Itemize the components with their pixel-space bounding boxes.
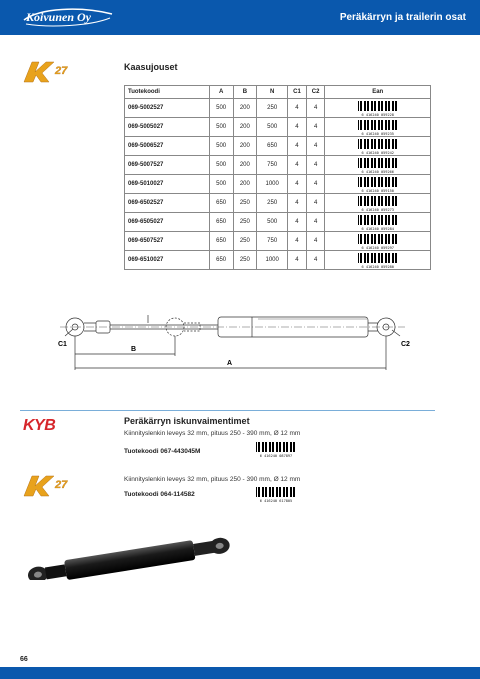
cell-n: 1000 (257, 251, 288, 270)
cell-n: 1000 (257, 175, 288, 194)
cell-c2: 4 (306, 137, 325, 156)
product-code: Tuotekoodi 064-114582 (124, 491, 195, 498)
cell-a: 500 (209, 175, 233, 194)
cell-code: 069-5005027 (125, 118, 210, 137)
barcode-number: 6 416240 059266 (361, 169, 394, 174)
section-divider (20, 410, 435, 411)
company-logo: Koivunen Oy (26, 10, 92, 24)
barcode (354, 157, 402, 174)
cell-ean (325, 156, 431, 175)
col-header-ean: Ean (325, 86, 431, 99)
cell-code: 069-6505027 (125, 213, 210, 232)
col-header-a: A (209, 86, 233, 99)
cell-code: 069-5006527 (125, 137, 210, 156)
table-row (125, 99, 431, 118)
cell-b: 200 (233, 118, 257, 137)
cell-c1: 4 (288, 118, 307, 137)
cell-code: 069-5002527 (125, 99, 210, 118)
cell-n: 650 (257, 137, 288, 156)
col-header-c2: C2 (306, 86, 325, 99)
header-title: Peräkärryn ja trailerin osat (339, 12, 466, 23)
cell-b: 250 (233, 251, 257, 270)
product-description: Kiinnityslenkin leveys 32 mm, pituus 250 - 390 mm, Ø 12 mm (124, 476, 301, 483)
table-row (125, 251, 431, 270)
label-b: B (131, 346, 137, 353)
kyb-logo (22, 416, 84, 432)
barcode-bars (358, 120, 398, 130)
cell-c2: 4 (306, 118, 325, 137)
cell-c2: 4 (306, 232, 325, 251)
barcode-number: 6 416240 059280 (361, 264, 394, 269)
barcode (354, 195, 402, 212)
cell-b: 250 (233, 232, 257, 251)
table-row (125, 156, 431, 175)
svg-text:27: 27 (55, 65, 68, 77)
barcode (354, 138, 402, 155)
cell-b: 200 (233, 175, 257, 194)
barcode-number: 6 416240 059150 (361, 188, 394, 193)
header-bar (0, 0, 480, 35)
col-header-code: Tuotekoodi (125, 86, 210, 99)
cell-c2: 4 (306, 213, 325, 232)
cell-code: 069-6507527 (125, 232, 210, 251)
footer-bar (0, 667, 480, 679)
barcode-bars (358, 139, 398, 149)
barcode (354, 214, 402, 231)
table-row (125, 232, 431, 251)
cell-n: 250 (257, 194, 288, 213)
cell-a: 650 (209, 213, 233, 232)
barcode-bars (358, 234, 398, 244)
cell-c2: 4 (306, 175, 325, 194)
cell-ean (325, 232, 431, 251)
cell-c1: 4 (288, 194, 307, 213)
barcode-number: 6 416240 059297 (361, 245, 394, 250)
cell-ean (325, 118, 431, 137)
barcode-bars (358, 196, 398, 206)
barcode-number: 6 416240 059228 (361, 112, 394, 117)
k27-logo (22, 474, 84, 498)
cell-code: 069-6510027 (125, 251, 210, 270)
barcode-bars (358, 158, 398, 168)
svg-text:KYB: KYB (23, 417, 56, 432)
table-body (125, 99, 431, 270)
section-title-shock-absorbers: Peräkärryn iskunvaimentimet (124, 416, 250, 426)
cell-ean (325, 137, 431, 156)
cell-c2: 4 (306, 251, 325, 270)
col-header-b: B (233, 86, 257, 99)
col-header-c1: C1 (288, 86, 307, 99)
cell-c1: 4 (288, 213, 307, 232)
barcode-number: 6 416240 059273 (361, 207, 394, 212)
cell-ean (325, 251, 431, 270)
section-title-gas-springs: Kaasujouset (124, 62, 178, 72)
cell-ean (325, 194, 431, 213)
page-number: 66 (20, 656, 28, 663)
cell-b: 200 (233, 137, 257, 156)
col-header-n: N (257, 86, 288, 99)
barcode (354, 252, 402, 269)
table-row (125, 194, 431, 213)
cell-code: 069-5010027 (125, 175, 210, 194)
barcode-bars (358, 253, 398, 263)
cell-a: 500 (209, 118, 233, 137)
cell-c1: 4 (288, 156, 307, 175)
cell-code: 069-6502527 (125, 194, 210, 213)
cell-a: 500 (209, 137, 233, 156)
table-row (125, 118, 431, 137)
cell-ean (325, 99, 431, 118)
gas-spring-diagram (0, 300, 480, 375)
table-row (125, 137, 431, 156)
cell-c1: 4 (288, 232, 307, 251)
gas-spring-table (124, 85, 431, 270)
cell-n: 250 (257, 99, 288, 118)
svg-text:27: 27 (55, 479, 68, 491)
barcode (354, 176, 402, 193)
cell-c1: 4 (288, 137, 307, 156)
cell-c2: 4 (306, 156, 325, 175)
barcode (354, 233, 402, 250)
product-barcode (252, 486, 300, 503)
product-description: Kiinnityslenkin leveys 32 mm, pituus 250 - 390 mm, Ø 12 mm (124, 430, 301, 437)
label-c1: C1 (58, 341, 67, 348)
product-code: Tuotekoodi 067-443045M (124, 448, 201, 455)
cell-b: 200 (233, 99, 257, 118)
table-header-row (125, 86, 431, 99)
shock-absorber-image (20, 530, 240, 580)
barcode-number: 6 416240 617805 (259, 499, 293, 503)
cell-n: 750 (257, 156, 288, 175)
cell-c2: 4 (306, 99, 325, 118)
cell-code: 069-5007527 (125, 156, 210, 175)
cell-a: 650 (209, 194, 233, 213)
cell-ean (325, 213, 431, 232)
product-barcode (252, 441, 300, 458)
barcode-number: 6 416240 059242 (361, 150, 394, 155)
k27-logo (22, 60, 84, 84)
cell-c1: 4 (288, 251, 307, 270)
cell-b: 200 (233, 156, 257, 175)
cell-c1: 4 (288, 99, 307, 118)
cell-c2: 4 (306, 194, 325, 213)
table-row (125, 175, 431, 194)
cell-ean (325, 175, 431, 194)
label-a: A (227, 360, 233, 367)
barcode-bars (358, 215, 398, 225)
cell-a: 650 (209, 251, 233, 270)
barcode (354, 100, 402, 117)
cell-b: 250 (233, 213, 257, 232)
barcode-bars (358, 101, 398, 111)
cell-c1: 4 (288, 175, 307, 194)
cell-n: 500 (257, 118, 288, 137)
table-row (125, 213, 431, 232)
barcode-bars (358, 177, 398, 187)
cell-a: 650 (209, 232, 233, 251)
barcode-number: 6 416240 087897 (259, 454, 293, 458)
cell-n: 500 (257, 213, 288, 232)
label-c2: C2 (401, 341, 410, 348)
cell-n: 750 (257, 232, 288, 251)
barcode-number: 6 416240 059235 (361, 131, 394, 136)
cell-a: 500 (209, 156, 233, 175)
barcode-bars (256, 442, 296, 452)
barcode-bars (256, 487, 296, 497)
barcode-number: 6 416240 059284 (361, 226, 394, 231)
cell-a: 500 (209, 99, 233, 118)
barcode (354, 119, 402, 136)
cell-b: 250 (233, 194, 257, 213)
